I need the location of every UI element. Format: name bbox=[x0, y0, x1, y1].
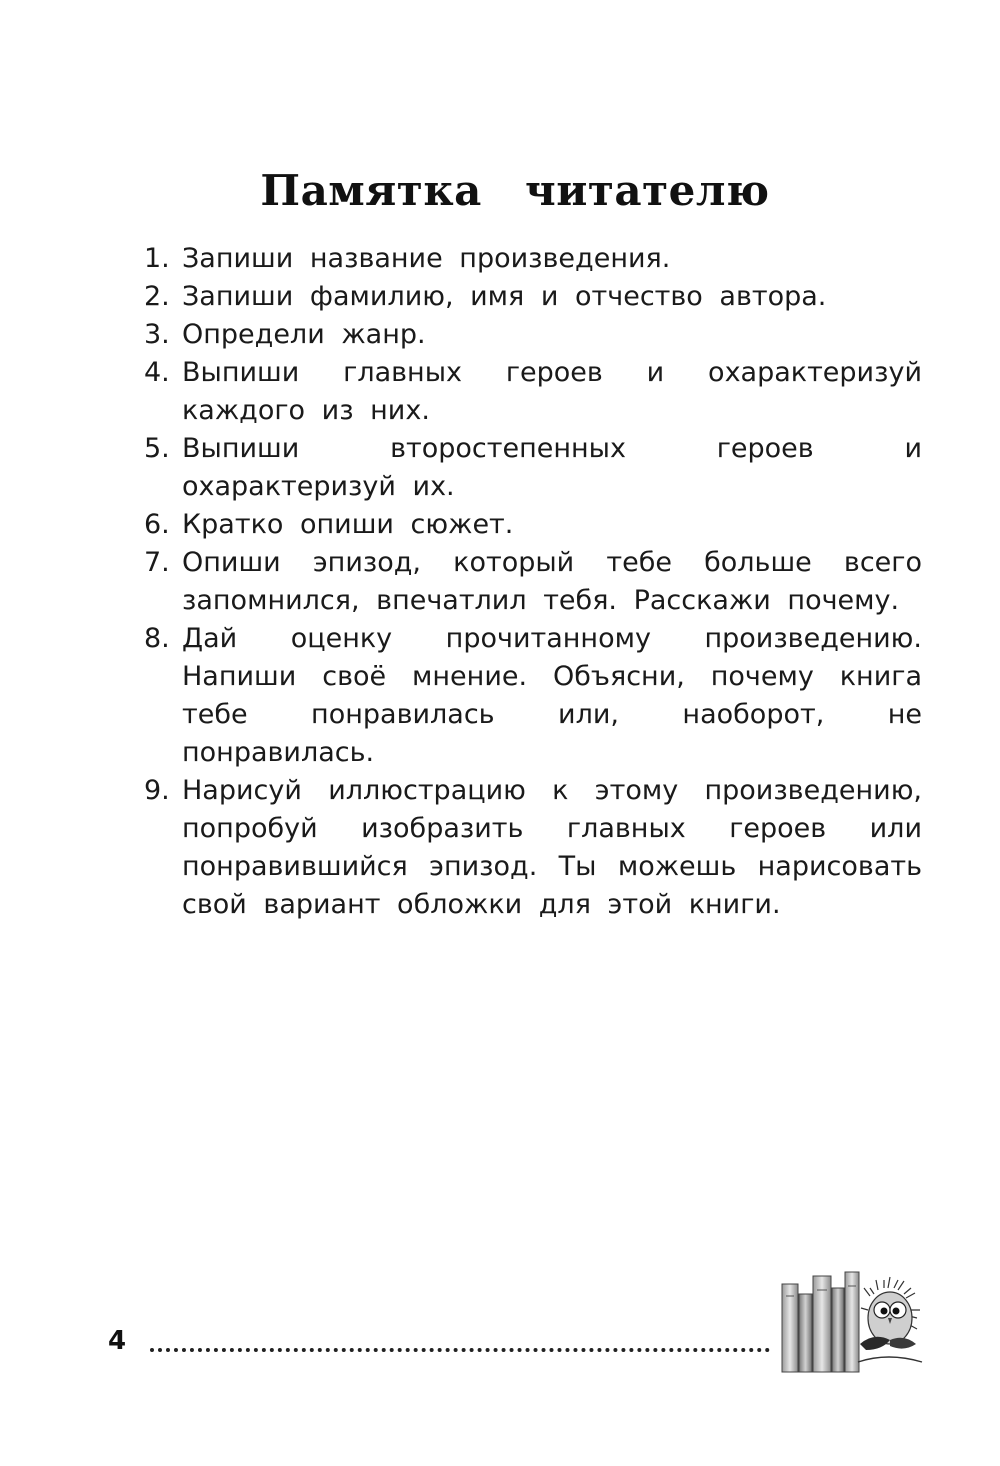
list-item bbox=[140, 240, 922, 278]
item-number: 4. bbox=[144, 357, 170, 388]
list-item bbox=[140, 278, 922, 316]
item-number: 5. bbox=[144, 433, 170, 464]
item-text: Опиши эпизод, который тебе больше всего запомнился, впечатлил тебя. Расскажи почему. bbox=[182, 547, 922, 616]
dotted-leader bbox=[150, 1348, 770, 1352]
item-number: 7. bbox=[144, 547, 170, 578]
page-number: 4 bbox=[108, 1326, 127, 1356]
item-text: Выпиши второстепенных героев и охарактеризуй их. bbox=[182, 433, 922, 502]
item-number: 6. bbox=[144, 509, 170, 540]
item-text: Нарисуй иллюстрацию к этому произведению, попробуй изобразить главных героев или понравившийся эпизод. Ты можешь нарисовать свой вариант обложки для этой книги. bbox=[182, 775, 922, 920]
item-text: Запиши название произведения. bbox=[182, 243, 671, 274]
page-title: Памятка читателю bbox=[260, 166, 770, 216]
list-item bbox=[140, 620, 922, 772]
item-text: Определи жанр. bbox=[182, 319, 426, 350]
item-number: 1. bbox=[144, 243, 170, 274]
item-number: 9. bbox=[144, 775, 170, 806]
item-number: 3. bbox=[144, 319, 170, 350]
list-item bbox=[140, 544, 922, 620]
rules-list bbox=[140, 240, 922, 924]
list-item bbox=[140, 772, 922, 924]
item-text: Дай оценку прочитанному произведению. Напиши своё мнение. Объясни, почему книга тебе понравилась или, наоборот, не понравилась. bbox=[182, 623, 922, 768]
item-text: Запиши фамилию, имя и отчество автора. bbox=[182, 281, 827, 312]
item-number: 8. bbox=[144, 623, 170, 654]
list-item bbox=[140, 316, 922, 354]
page-footer bbox=[108, 1326, 928, 1376]
list-item bbox=[140, 354, 922, 430]
list-item bbox=[140, 430, 922, 506]
item-number: 2. bbox=[144, 281, 170, 312]
list-item bbox=[140, 506, 922, 544]
books-with-owl-icon bbox=[778, 1266, 928, 1376]
item-text: Выпиши главных героев и охарактеризуй каждого из них. bbox=[182, 357, 922, 426]
item-text: Кратко опиши сюжет. bbox=[182, 509, 514, 540]
